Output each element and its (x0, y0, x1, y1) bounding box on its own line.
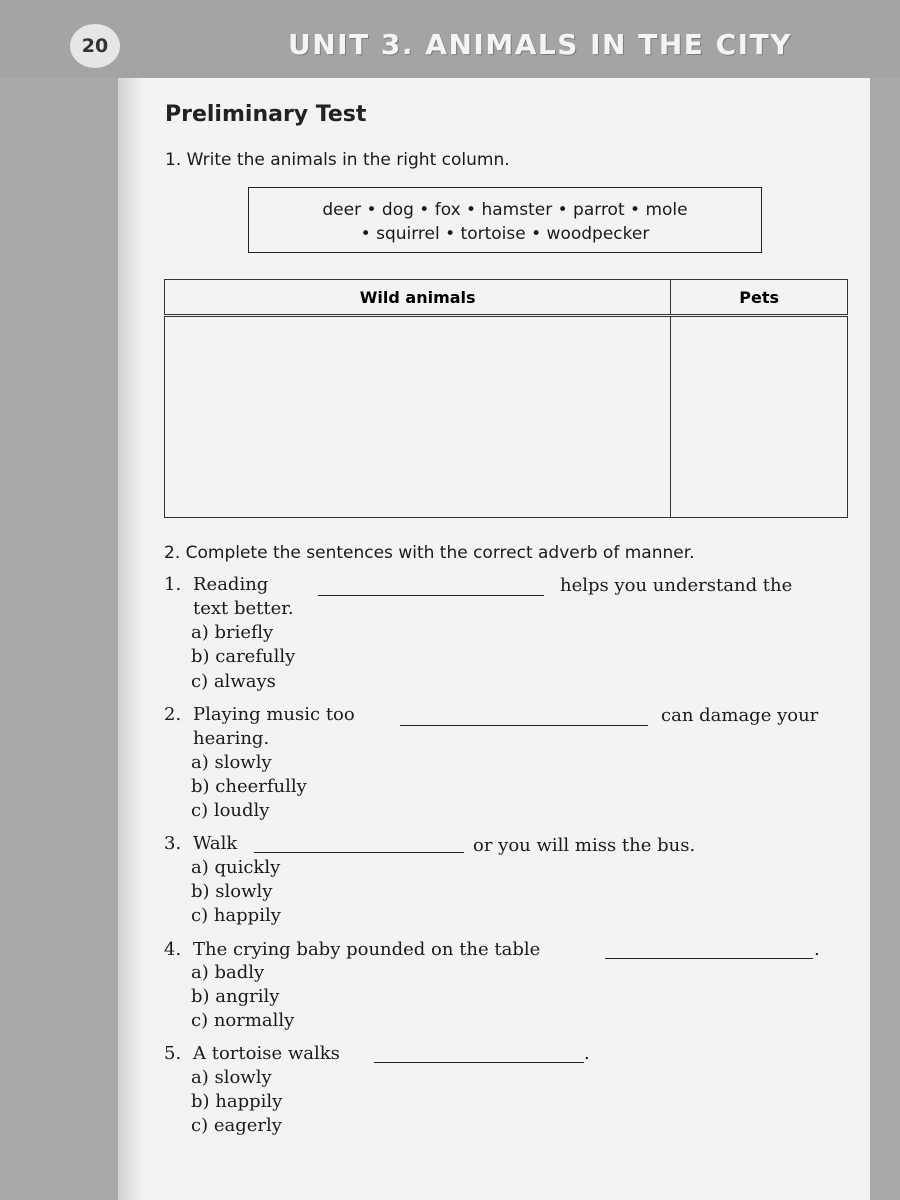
q5-text-end: . (584, 1043, 590, 1064)
q2-option-a[interactable]: a) slowly (191, 752, 272, 773)
q2-text-line2: hearing. (193, 728, 270, 749)
q5-option-b[interactable]: b) happily (191, 1091, 283, 1112)
q3-option-c[interactable]: c) happily (191, 905, 281, 926)
q1-option-a[interactable]: a) briefly (191, 622, 274, 643)
wild-animals-cell[interactable] (165, 316, 671, 518)
word-line-2: • squirrel • tortoise • woodpecker (360, 224, 650, 244)
unit-header-bar (0, 0, 900, 78)
q2-text-start: Playing music too (193, 704, 355, 725)
q5-option-a[interactable]: a) slowly (191, 1067, 272, 1088)
q4-option-c[interactable]: c) normally (191, 1010, 295, 1031)
q3-text-start: Walk (193, 833, 238, 854)
q1-number: 1. (164, 574, 182, 595)
q4-text-end: . (814, 939, 820, 960)
task1-instruction: 1. Write the animals in the right column. (165, 150, 510, 170)
q4-option-b[interactable]: b) angrily (191, 986, 280, 1007)
q5-option-c[interactable]: c) eagerly (191, 1115, 282, 1136)
q2-number: 2. (164, 704, 182, 725)
q3-number: 3. (164, 833, 182, 854)
q1-option-c[interactable]: c) always (191, 671, 276, 692)
q4-text-start: The crying baby pounded on the table (193, 939, 541, 960)
q1-text-start: Reading (193, 574, 269, 595)
q1-answer-blank[interactable] (318, 581, 544, 596)
q4-number: 4. (164, 939, 182, 960)
column-header-wild: Wild animals (165, 280, 671, 316)
q1-text-end: helps you understand the (560, 575, 793, 596)
page-number: 20 (70, 24, 120, 68)
q2-answer-blank[interactable] (400, 711, 648, 726)
unit-title: UNIT 3. ANIMALS IN THE CITY (288, 28, 792, 61)
q5-answer-blank[interactable] (374, 1048, 584, 1063)
worksheet-page (118, 78, 870, 1200)
word-line-1: deer • dog • fox • hamster • parrot • mole (322, 200, 688, 220)
q2-option-b[interactable]: b) cheerfully (191, 776, 307, 797)
q5-number: 5. (164, 1043, 182, 1064)
q3-option-a[interactable]: a) quickly (191, 857, 281, 878)
q5-text-start: A tortoise walks (193, 1043, 340, 1064)
q3-option-b[interactable]: b) slowly (191, 881, 273, 902)
task2-instruction: 2. Complete the sentences with the correct adverb of manner. (164, 543, 695, 563)
q1-text-line2: text better. (193, 598, 294, 619)
q2-option-c[interactable]: c) loudly (191, 800, 270, 821)
q3-answer-blank[interactable] (254, 838, 464, 853)
column-header-pets: Pets (671, 280, 848, 316)
q1-option-b[interactable]: b) carefully (191, 646, 296, 667)
q2-text-end: can damage your (661, 705, 819, 726)
word-box (248, 187, 762, 253)
q4-option-a[interactable]: a) badly (191, 962, 265, 983)
q3-text-end: or you will miss the bus. (473, 835, 696, 856)
test-title: Preliminary Test (165, 102, 367, 127)
pets-cell[interactable] (671, 316, 848, 518)
q4-answer-blank[interactable] (605, 944, 813, 959)
animals-table (164, 279, 848, 518)
